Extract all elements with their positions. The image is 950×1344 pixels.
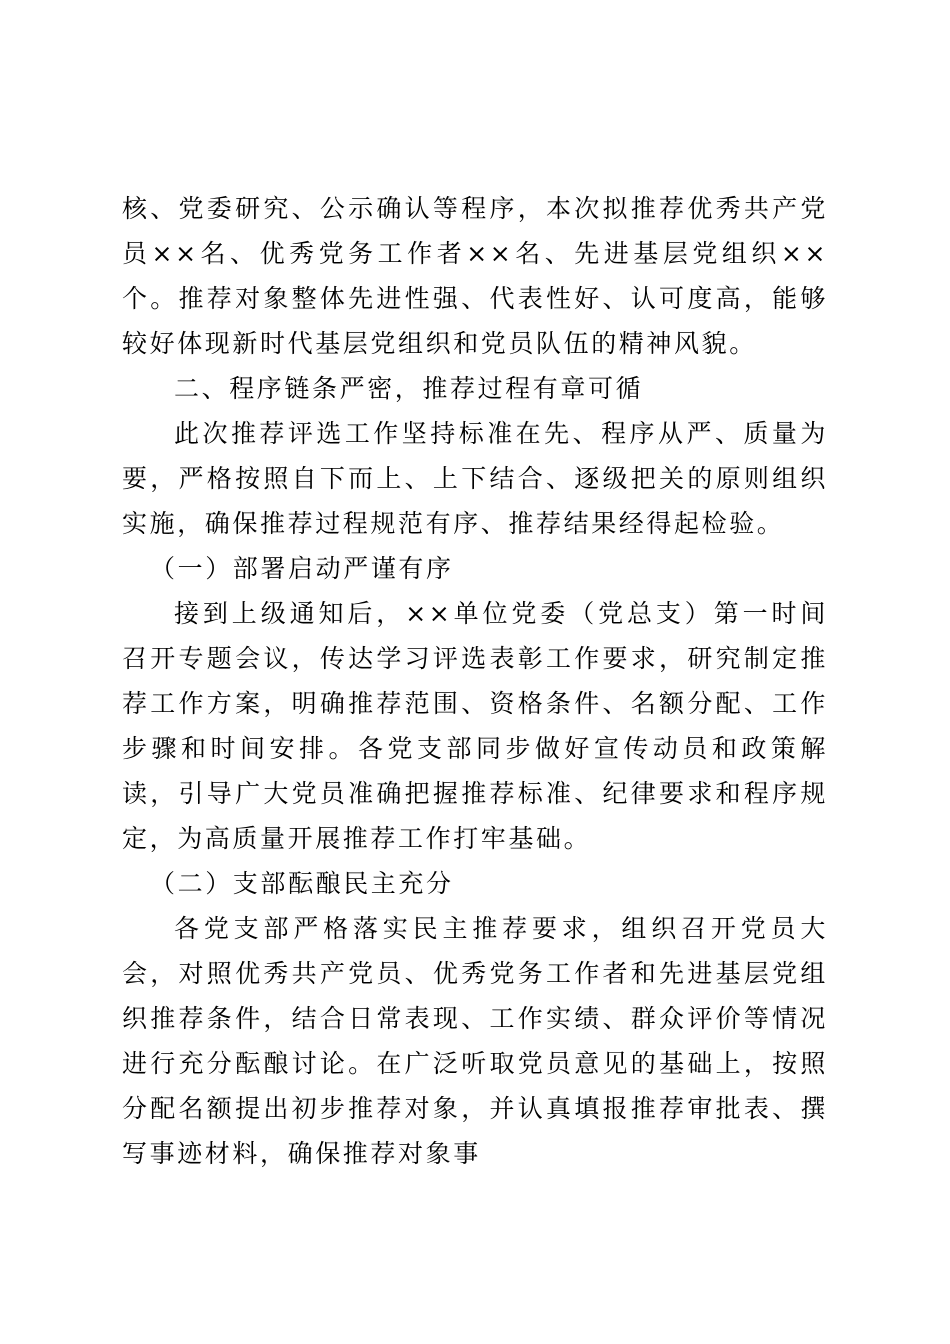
document-body xyxy=(122,186,828,1176)
paragraph-section-intro: 此次推荐评选工作坚持标准在先、程序从严、质量为要，严格按照自下而上、上下结合、逐级把关的原则组织实施，确保推荐过程规范有序、推荐结果经得起检验。 xyxy=(122,419,828,538)
paragraph-branch-deliberation: 各党支部严格落实民主推荐要求，组织召开党员大会，对照优秀共产党员、优秀党务工作者和先进基层党组织推荐条件，结合日常表现、工作实绩、群众评价等情况进行充分酝酿讨论。在广泛听取党员意见的基础上，按照分配名额提出初步推荐对象，并认真填报推荐审批表、撰写事迹材料，确保推荐对象事 xyxy=(122,914,828,1168)
section-heading-2: 二、程序链条严密，推荐过程有章可循 xyxy=(174,374,644,403)
subsection-heading-1: （一）部署启动严谨有序 xyxy=(150,554,454,583)
paragraph-deployment: 接到上级通知后，××单位党委（党总支）第一时间召开专题会议，传达学习评选表彰工作要求，研究制定推荐工作方案，明确推荐范围、资格条件、名额分配、工作步骤和时间安排。各党支部同步做好宣传动员和政策解读，引导广大党员准确把握推荐标准、纪律要求和程序规定，为高质量开展推荐工作打牢基础。 xyxy=(122,599,828,853)
subsection-heading-2: （二）支部酝酿民主充分 xyxy=(150,869,454,898)
paragraph-continuation: 核、党委研究、公示确认等程序，本次拟推荐优秀共产党员××名、优秀党务工作者××名、先进基层党组织××个。推荐对象整体先进性强、代表性好、认可度高，能够较好体现新时代基层党组织和党员队伍的精神风貌。 xyxy=(122,194,828,358)
